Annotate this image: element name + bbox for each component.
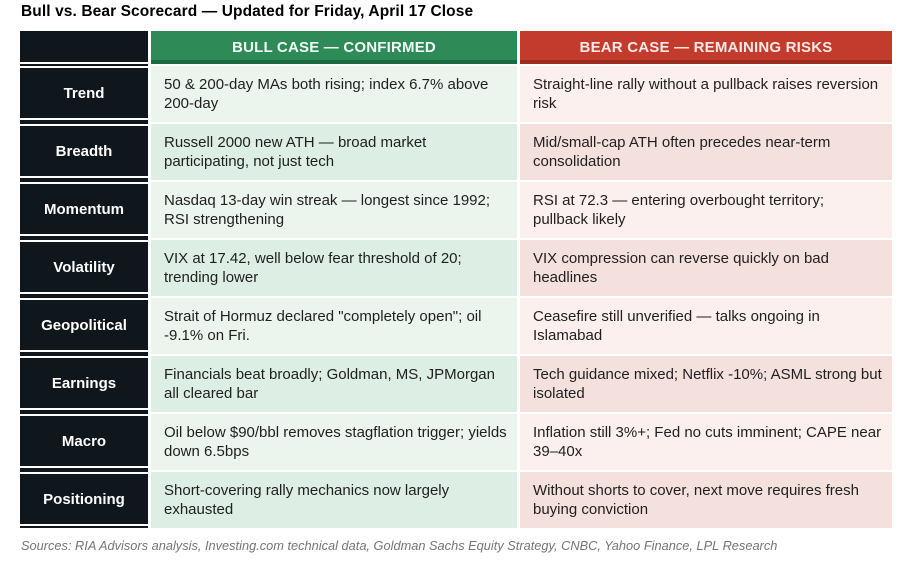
cell-trend-bear: Straight-line rally without a pullback raises reversion risk: [520, 64, 892, 122]
bull-case-column: [151, 31, 517, 528]
row-label-earnings: Earnings: [20, 356, 148, 410]
cell-macro-bull: Oil below $90/bbl removes stagflation trigger; yields down 6.5bps: [151, 412, 517, 470]
cell-breadth-bull: Russell 2000 new ATH — broad market participating, not just tech: [151, 122, 517, 180]
row-label-macro: Macro: [20, 414, 148, 468]
cell-geopolitical-bear: Ceasefire still unverified — talks ongoing in Islamabad: [520, 296, 892, 354]
row-label-geopolitical: Geopolitical: [20, 298, 148, 352]
row-label-positioning: Positioning: [20, 472, 148, 526]
cell-macro-bear: Inflation still 3%+; Fed no cuts imminent; CAPE near 39–40x: [520, 412, 892, 470]
cell-momentum-bear: RSI at 72.3 — entering overbought territory; pullback likely: [520, 180, 892, 238]
bear-case-column: [520, 31, 892, 528]
bull-column-header: BULL CASE — CONFIRMED: [151, 31, 517, 64]
row-label-breadth: Breadth: [20, 124, 148, 178]
corner-header-cell: [20, 31, 148, 64]
scorecard-table: [20, 31, 892, 528]
cell-momentum-bull: Nasdaq 13-day win streak — longest since 1992; RSI strengthening: [151, 180, 517, 238]
cell-earnings-bear: Tech guidance mixed; Netflix -10%; ASML strong but isolated: [520, 354, 892, 412]
bear-column-header: BEAR CASE — REMAINING RISKS: [520, 31, 892, 64]
sources-note: Sources: RIA Advisors analysis, Investing.com technical data, Goldman Sachs Equity Strategy, CNBC, Yahoo Finance, LPL Research: [21, 538, 778, 553]
cell-breadth-bear: Mid/small-cap ATH often precedes near-term consolidation: [520, 122, 892, 180]
cell-trend-bull: 50 & 200-day MAs both rising; index 6.7% above 200-day: [151, 64, 517, 122]
row-label-momentum: Momentum: [20, 182, 148, 236]
cell-geopolitical-bull: Strait of Hormuz declared "completely open"; oil -9.1% on Fri.: [151, 296, 517, 354]
cell-positioning-bear: Without shorts to cover, next move requires fresh buying conviction: [520, 470, 892, 528]
cell-volatility-bull: VIX at 17.42, well below fear threshold of 20; trending lower: [151, 238, 517, 296]
row-label-volatility: Volatility: [20, 240, 148, 294]
cell-volatility-bear: VIX compression can reverse quickly on bad headlines: [520, 238, 892, 296]
row-label-column: [20, 31, 148, 528]
page-title: Bull vs. Bear Scorecard — Updated for Friday, April 17 Close: [21, 3, 474, 20]
cell-positioning-bull: Short-covering rally mechanics now largely exhausted: [151, 470, 517, 528]
row-label-trend: Trend: [20, 66, 148, 120]
cell-earnings-bull: Financials beat broadly; Goldman, MS, JPMorgan all cleared bar: [151, 354, 517, 412]
